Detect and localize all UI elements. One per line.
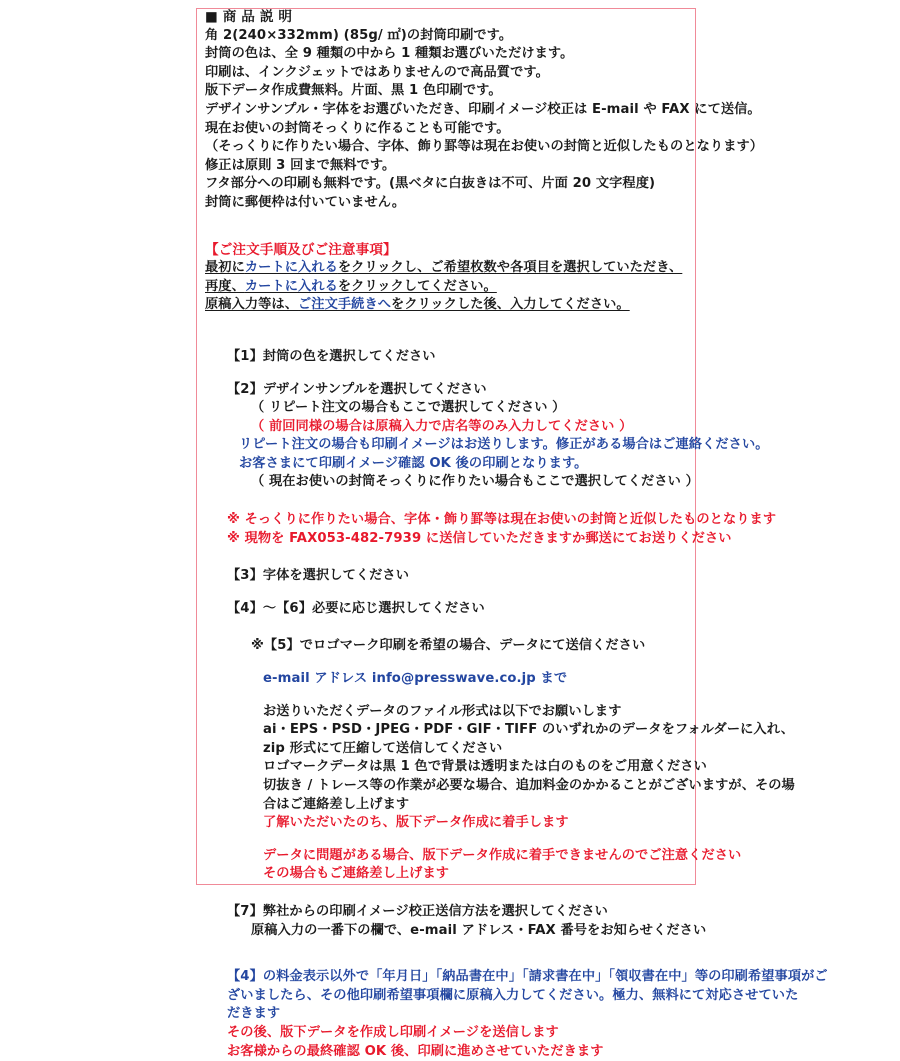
step-2-note-repeat-order: （ リピート注文の場合もここで選択してください ）	[251, 400, 566, 416]
order-step-c-suffix: をクリックした後、入力してください。	[391, 297, 630, 313]
spacer	[205, 618, 895, 637]
step-3-font-select: 【3】字体を選択してください	[227, 568, 410, 584]
footer-proof-send: その後、版下データを作成し印刷イメージを送信します	[227, 1024, 559, 1040]
email-contact-line	[205, 670, 895, 689]
step-5-logo-note: ※【5】でロゴマーク印刷を希望の場合、データにて送信ください	[251, 638, 646, 654]
order-step-b	[205, 278, 895, 297]
description-line-9: フタ部分への印刷も無料です。(黒ベタに白抜きは不可、片面 20 文字程度)	[205, 176, 656, 192]
footer-extra-print-request-1: 【4】の料金表示以外で「年月日」「納品書在中」「請求書在中」「領収書在中」等の印刷希望事項がご	[227, 969, 828, 985]
description-line-6: 現在お使いの封筒そっくりに作ることも可能です。	[205, 120, 510, 136]
description-line-4: 版下データ作成費無料。片面、黒 1 色印刷です。	[205, 83, 502, 99]
footer-extra-print-request-2: ざいましたら、その他印刷希望事項欄に原稿入力してください。極力、無料にて対応させていた	[227, 987, 799, 1003]
description-line-5: デザインサンプル・字体をお選びいただき、印刷イメージ校正は E-mail や FAX にて送信。	[205, 101, 761, 117]
description-line-2: 封筒の色は、全 9 種類の中から 1 種類お選びいただけます。	[205, 46, 574, 62]
order-step-a	[205, 259, 895, 278]
spacer	[205, 959, 895, 968]
spacer	[205, 656, 895, 670]
step-1-envelope-color: 【1】封筒の色を選択してください	[227, 348, 436, 364]
order-step-b-prefix: 再度、	[205, 278, 245, 294]
product-description-heading: ■ 商 品 説 明	[205, 9, 293, 25]
spacer	[205, 315, 895, 334]
spacer	[205, 548, 895, 567]
step-2-note-print-image-sent: リピート注文の場合も印刷イメージはお送りします。修正がある場合はご連絡ください。	[239, 437, 769, 453]
spacer	[205, 232, 895, 241]
order-step-c-prefix: 原稿入力等は、	[205, 297, 299, 313]
spacer	[205, 833, 895, 847]
description-line-7: （そっくりに作りたい場合、字体、飾り罫等は現在お使いの封筒と近似したものとなります）	[205, 139, 764, 155]
description-line-3: 印刷は、インクジェットではありませんので高品質です。	[205, 64, 549, 80]
description-line-10: 封筒に郵便枠は付いていません。	[205, 194, 406, 210]
spacer	[205, 367, 895, 381]
checkout-link[interactable]: ご注文手続きへ	[298, 297, 392, 313]
spacer	[205, 213, 895, 232]
order-step-a-prefix: 最初に	[205, 260, 245, 276]
warning-replica-similarity: ※ そっくりに作りたい場合、字体・飾り罫等は現在お使いの封筒と近似したものとなります	[227, 512, 777, 528]
step-2-note-customer-confirm: お客さまにて印刷イメージ確認 OK 後の印刷となります。	[239, 455, 588, 471]
description-line-1: 角 2(240×332mm) (85g/ ㎡)の封筒印刷です。	[205, 27, 513, 43]
footer-final-confirm: お客様からの最終確認 OK 後、印刷に進めさせていただきます	[227, 1043, 604, 1059]
step-2-note-replica-select: （ 現在お使いの封筒そっくりに作りたい場合もここで選択してください ）	[251, 474, 699, 490]
add-to-cart-link[interactable]: カートに入れる	[244, 260, 338, 276]
warning-data-problem: データに問題がある場合、版下データ作成に着手できませんのでご注意ください	[263, 847, 742, 863]
file-format-line-3: zip 形式にて圧縮して送信してください	[263, 740, 503, 756]
spacer	[205, 334, 895, 348]
step-7-proof-send-method: 【7】弊社からの印刷イメージ校正送信方法を選択してください	[227, 903, 608, 919]
step-4-to-6-optional: 【4】〜【6】必要に応じ選択してください	[227, 600, 485, 616]
spacer	[205, 586, 895, 600]
note-start-platemaking: 了解いただいたのち、版下データ作成に着手します	[263, 815, 569, 831]
step-7-note-contact-info: 原稿入力の一番下の欄で、e-mail アドレス・FAX 番号をお知らせください	[251, 922, 707, 938]
warning-data-problem-contact: その場合もご連絡差し上げます	[263, 866, 450, 882]
order-step-a-suffix: をクリックし、ご希望枚数や各項目を選択していただき、	[337, 260, 683, 276]
step-2-design-sample: 【2】デザインサンプルを選択してください	[227, 381, 487, 397]
order-step-c	[205, 296, 895, 315]
add-to-cart-link-second[interactable]: カートに入れる	[244, 278, 338, 294]
email-address-link[interactable]: info@presswave.co.jp	[371, 671, 536, 687]
file-format-line-4: ロゴマークデータは黒 1 色で背景は透明または白のものをご用意ください	[263, 759, 707, 775]
file-format-line-5: 切抜き / トレース等の作業が必要な場合、追加料金のかかることがございますが、その場	[263, 778, 795, 793]
file-format-line-6: 合はご連絡差し上げます	[263, 796, 410, 812]
file-format-line-1: お送りいただくデータのファイル形式は以下でお願いします	[263, 703, 622, 719]
warning-fax-sample: ※ 現物を FAX053-482-7939 に送信していただきますか郵送にてお送りください	[227, 530, 732, 546]
step-2-note-same-as-before: （ 前回同様の場合は原稿入力で店名等のみ入力してください ）	[251, 418, 633, 434]
spacer	[205, 689, 895, 703]
email-suffix: まで	[540, 671, 568, 687]
footer-extra-print-request-3: だきます	[227, 1006, 281, 1022]
description-line-8: 修正は原則 3 回まで無料です。	[205, 157, 396, 173]
order-procedure-heading: 【ご注文手順及びご注意事項】	[205, 241, 397, 258]
spacer	[205, 940, 895, 959]
spacer	[205, 492, 895, 511]
email-label: e-mail アドレス	[263, 671, 368, 687]
description-content	[205, 8, 895, 1061]
file-format-line-2: ai・EPS・PSD・JPEG・PDF・GIF・TIFF のいずれかのデータをフォルダーに入れ、	[263, 722, 795, 738]
order-step-b-suffix: をクリックしてください。	[337, 278, 497, 294]
spacer	[205, 884, 895, 903]
